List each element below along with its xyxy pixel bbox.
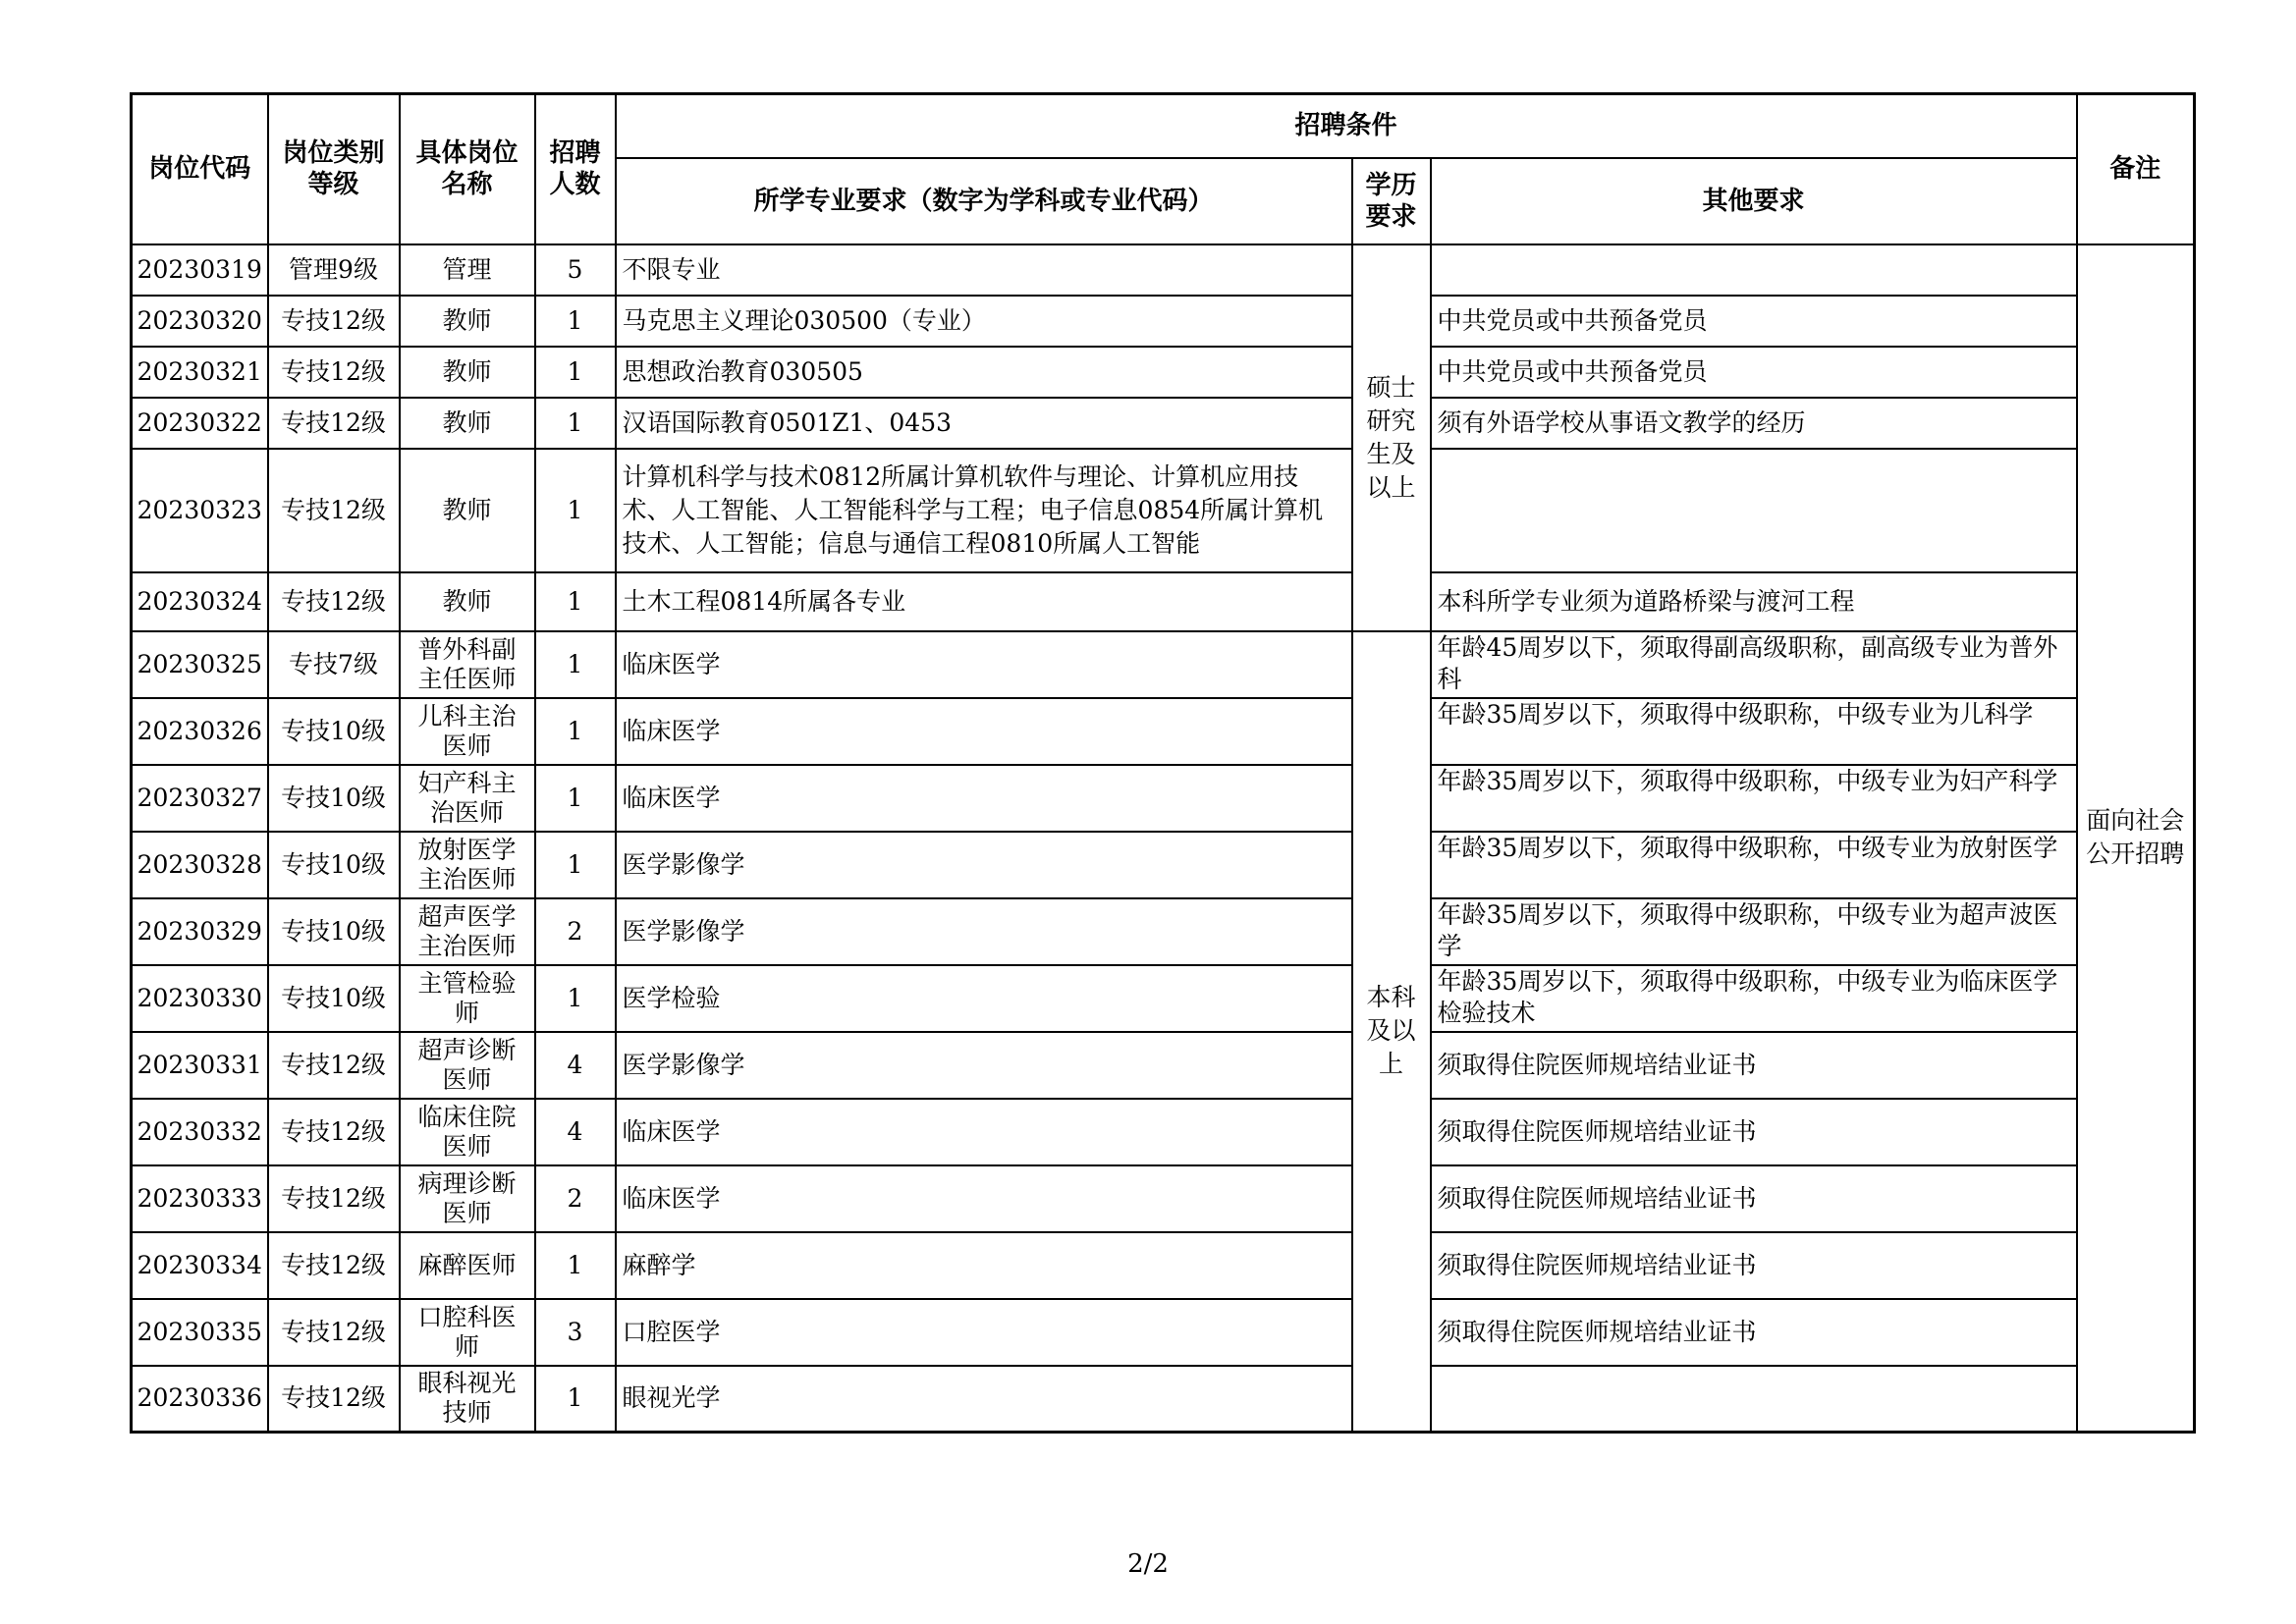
row-count: 1 [535, 631, 616, 698]
row-code: 20230336 [132, 1366, 268, 1433]
row-code: 20230326 [132, 698, 268, 765]
row-code: 20230328 [132, 832, 268, 898]
row-code: 20230324 [132, 572, 268, 631]
row-other-requirement: 年龄35周岁以下，须取得中级职称，中级专业为放射医学 [1431, 832, 2077, 898]
row-major: 麻醉学 [616, 1232, 1352, 1299]
header-education: 学历要求 [1352, 158, 1431, 244]
row-category: 专技12级 [268, 347, 400, 398]
row-count: 1 [535, 398, 616, 449]
table-body [132, 244, 2195, 1433]
row-other-requirement: 须取得住院医师规培结业证书 [1431, 1165, 2077, 1232]
row-count: 1 [535, 698, 616, 765]
row-title: 主管检验师 [400, 965, 535, 1032]
row-other-requirement [1431, 1366, 2077, 1433]
table-row [132, 1366, 2195, 1433]
row-other-requirement: 年龄35周岁以下，须取得中级职称，中级专业为临床医学检验技术 [1431, 965, 2077, 1032]
row-category: 专技12级 [268, 1299, 400, 1366]
header-count: 招聘人数 [535, 94, 616, 244]
row-title: 管理 [400, 244, 535, 296]
row-code: 20230323 [132, 449, 268, 572]
row-major: 临床医学 [616, 698, 1352, 765]
row-code: 20230330 [132, 965, 268, 1032]
row-count: 3 [535, 1299, 616, 1366]
row-major: 医学影像学 [616, 898, 1352, 965]
row-major: 眼视光学 [616, 1366, 1352, 1433]
row-category: 专技12级 [268, 1232, 400, 1299]
row-major: 计算机科学与技术0812所属计算机软件与理论、计算机应用技术、人工智能、人工智能科学与工程；电子信息0854所属计算机技术、人工智能；信息与通信工程0810所属人工智能 [616, 449, 1352, 572]
table-row [132, 449, 2195, 572]
row-category: 专技12级 [268, 1165, 400, 1232]
row-other-requirement: 须有外语学校从事语文教学的经历 [1431, 398, 2077, 449]
row-category: 专技10级 [268, 698, 400, 765]
row-other-requirement: 年龄35周岁以下，须取得中级职称，中级专业为儿科学 [1431, 698, 2077, 765]
row-count: 1 [535, 449, 616, 572]
row-count: 1 [535, 347, 616, 398]
row-category: 管理9级 [268, 244, 400, 296]
table-row [132, 244, 2195, 296]
row-category: 专技10级 [268, 898, 400, 965]
row-other-requirement: 本科所学专业须为道路桥梁与渡河工程 [1431, 572, 2077, 631]
table-row [132, 898, 2195, 965]
row-category: 专技12级 [268, 572, 400, 631]
row-title: 病理诊断医师 [400, 1165, 535, 1232]
row-count: 1 [535, 765, 616, 832]
row-category: 专技12级 [268, 1099, 400, 1165]
row-count: 1 [535, 832, 616, 898]
education-group-graduate: 硕士研究生及以上 [1352, 244, 1431, 631]
table-row [132, 698, 2195, 765]
row-category: 专技7级 [268, 631, 400, 698]
row-title: 普外科副主任医师 [400, 631, 535, 698]
row-title: 教师 [400, 449, 535, 572]
row-count: 2 [535, 1165, 616, 1232]
table-row [132, 572, 2195, 631]
row-other-requirement: 年龄35周岁以下，须取得中级职称，中级专业为妇产科学 [1431, 765, 2077, 832]
row-category: 专技12级 [268, 1032, 400, 1099]
row-title: 教师 [400, 296, 535, 347]
row-code: 20230325 [132, 631, 268, 698]
row-major: 汉语国际教育0501Z1、0453 [616, 398, 1352, 449]
row-title: 口腔科医师 [400, 1299, 535, 1366]
row-code: 20230322 [132, 398, 268, 449]
row-category: 专技10级 [268, 965, 400, 1032]
row-category: 专技12级 [268, 1366, 400, 1433]
row-category: 专技12级 [268, 398, 400, 449]
row-code: 20230319 [132, 244, 268, 296]
row-major: 土木工程0814所属各专业 [616, 572, 1352, 631]
row-count: 1 [535, 572, 616, 631]
header-remark: 备注 [2077, 94, 2195, 244]
row-major: 口腔医学 [616, 1299, 1352, 1366]
row-other-requirement: 须取得住院医师规培结业证书 [1431, 1299, 2077, 1366]
header-category: 岗位类别等级 [268, 94, 400, 244]
row-major: 临床医学 [616, 631, 1352, 698]
row-title: 教师 [400, 572, 535, 631]
row-title: 眼科视光技师 [400, 1366, 535, 1433]
row-major: 临床医学 [616, 765, 1352, 832]
table-row [132, 631, 2195, 698]
row-other-requirement: 中共党员或中共预备党员 [1431, 296, 2077, 347]
row-major: 临床医学 [616, 1099, 1352, 1165]
table-row [132, 347, 2195, 398]
row-category: 专技10级 [268, 765, 400, 832]
row-count: 1 [535, 1232, 616, 1299]
row-title: 超声诊断医师 [400, 1032, 535, 1099]
row-code: 20230332 [132, 1099, 268, 1165]
row-title: 放射医学主治医师 [400, 832, 535, 898]
row-other-requirement [1431, 244, 2077, 296]
table-row [132, 1099, 2195, 1165]
header-other: 其他要求 [1431, 158, 2077, 244]
row-count: 1 [535, 1366, 616, 1433]
row-title: 教师 [400, 347, 535, 398]
row-major: 马克思主义理论030500（专业） [616, 296, 1352, 347]
table-row [132, 1299, 2195, 1366]
row-count: 2 [535, 898, 616, 965]
header-major: 所学专业要求（数字为学科或专业代码） [616, 158, 1352, 244]
row-title: 麻醉医师 [400, 1232, 535, 1299]
table-row [132, 1232, 2195, 1299]
table-row [132, 398, 2195, 449]
row-other-requirement: 须取得住院医师规培结业证书 [1431, 1032, 2077, 1099]
row-code: 20230334 [132, 1232, 268, 1299]
row-other-requirement [1431, 449, 2077, 572]
row-count: 5 [535, 244, 616, 296]
row-code: 20230331 [132, 1032, 268, 1099]
row-category: 专技12级 [268, 449, 400, 572]
header-conditions: 招聘条件 [616, 94, 2077, 158]
row-code: 20230320 [132, 296, 268, 347]
row-category: 专技10级 [268, 832, 400, 898]
page-number: 2/2 [1127, 1549, 1169, 1579]
table-row [132, 1032, 2195, 1099]
row-major: 不限专业 [616, 244, 1352, 296]
table-row [132, 832, 2195, 898]
row-other-requirement: 年龄45周岁以下，须取得副高级职称，副高级专业为普外科 [1431, 631, 2077, 698]
row-other-requirement: 中共党员或中共预备党员 [1431, 347, 2077, 398]
row-count: 4 [535, 1099, 616, 1165]
row-title: 教师 [400, 398, 535, 449]
row-major: 医学影像学 [616, 832, 1352, 898]
table-row [132, 1165, 2195, 1232]
row-count: 4 [535, 1032, 616, 1099]
recruitment-table [130, 92, 2196, 1434]
row-other-requirement: 须取得住院医师规培结业证书 [1431, 1232, 2077, 1299]
row-title: 超声医学主治医师 [400, 898, 535, 965]
row-count: 1 [535, 965, 616, 1032]
table-row [132, 296, 2195, 347]
row-code: 20230327 [132, 765, 268, 832]
row-title: 儿科主治医师 [400, 698, 535, 765]
row-code: 20230321 [132, 347, 268, 398]
header-code: 岗位代码 [132, 94, 268, 244]
row-major: 医学检验 [616, 965, 1352, 1032]
row-category: 专技12级 [268, 296, 400, 347]
row-code: 20230329 [132, 898, 268, 965]
row-major: 思想政治教育030505 [616, 347, 1352, 398]
row-count: 1 [535, 296, 616, 347]
row-title: 临床住院医师 [400, 1099, 535, 1165]
header-title: 具体岗位名称 [400, 94, 535, 244]
row-other-requirement: 须取得住院医师规培结业证书 [1431, 1099, 2077, 1165]
row-title: 妇产科主治医师 [400, 765, 535, 832]
row-code: 20230333 [132, 1165, 268, 1232]
remark-cell: 面向社会公开招聘 [2077, 244, 2195, 1433]
table-row [132, 765, 2195, 832]
education-group-undergraduate: 本科及以上 [1352, 631, 1431, 1433]
row-major: 医学影像学 [616, 1032, 1352, 1099]
table-row [132, 965, 2195, 1032]
row-other-requirement: 年龄35周岁以下，须取得中级职称，中级专业为超声波医学 [1431, 898, 2077, 965]
row-major: 临床医学 [616, 1165, 1352, 1232]
table-header [132, 94, 2195, 244]
row-code: 20230335 [132, 1299, 268, 1366]
